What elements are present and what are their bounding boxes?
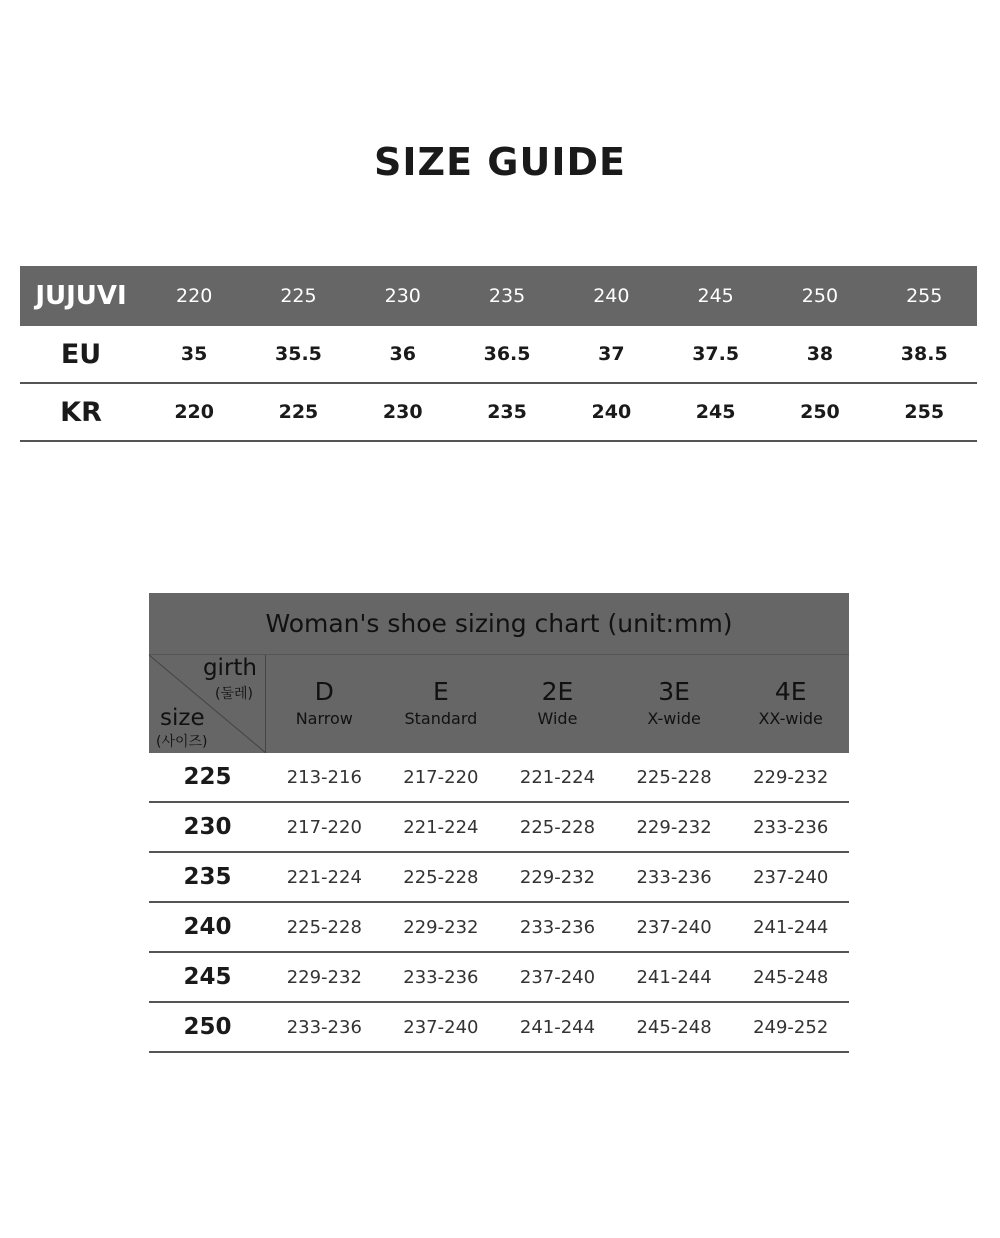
table-row [149,803,849,853]
width-name: XX-wide [758,709,823,728]
table-cell: 225-228 [403,866,479,888]
table-cell: 217-220 [403,766,479,788]
row-label: KR [60,396,102,428]
table-cell: 225 [278,401,319,423]
table-row [149,1003,849,1053]
table-cell: 229-232 [519,866,596,888]
row-size: 235 [183,864,232,890]
table-cell: 237-240 [753,866,829,888]
table-cell: 249-252 [753,1016,829,1038]
row-size: 245 [183,964,232,990]
row-size: 250 [183,1014,232,1040]
size-label: size [160,705,205,731]
width-name: Wide [537,709,578,728]
header-size: 235 [488,285,526,307]
sizing-chart-table [149,593,849,1053]
width-code: E [432,677,449,706]
table-cell: 213-216 [286,766,362,788]
column-header-d [266,655,383,753]
header-size: 230 [384,285,421,307]
chart-header-row [149,655,849,753]
table-cell: 237-240 [403,1016,479,1038]
table-cell: 233-236 [286,1016,362,1038]
table-cell: 233-236 [753,816,829,838]
table-cell: 36 [389,343,416,365]
table-cell: 237-240 [519,966,596,988]
table-cell: 233-236 [636,866,712,888]
table-cell: 233-236 [519,916,596,938]
table-cell: 220 [174,401,214,423]
table-cell: 245-248 [753,966,829,988]
table-cell: 37 [598,343,625,365]
header-size: 245 [697,285,734,307]
table-cell: 229-232 [286,966,362,988]
column-header-e [383,655,500,753]
column-header-3e [616,655,733,753]
table-cell: 229-232 [403,916,479,938]
table-cell: 241-244 [636,966,712,988]
table-cell: 38 [806,343,834,365]
brand-label: JUJUVI [35,281,127,311]
table-cell: 240 [591,401,632,423]
table-cell: 241-244 [519,1016,596,1038]
header-size: 225 [280,285,317,307]
width-name: X-wide [647,709,701,728]
table-row [149,753,849,803]
width-code: 4E [774,677,807,706]
row-size: 225 [183,764,232,790]
row-size: 230 [183,814,232,840]
header-size: 250 [801,285,839,307]
width-code: 3E [658,677,690,706]
table-cell: 235 [487,401,527,423]
row-label: EU [60,338,102,370]
girth-label: girth [202,655,257,681]
table-cell: 241-244 [753,916,829,938]
header-size: 240 [593,285,630,307]
corner-cell [149,655,266,753]
table-cell: 233-236 [403,966,479,988]
width-name: Standard [404,709,478,728]
table-cell: 250 [800,401,840,423]
table-cell: 35 [180,343,208,365]
conversion-row-eu [20,326,977,384]
header-size: 255 [906,285,943,307]
page-title: SIZE GUIDE [374,140,626,184]
table-row [149,953,849,1003]
conversion-header-row [20,266,977,326]
table-cell: 225-228 [636,766,712,788]
width-code: D [314,677,334,706]
table-cell: 35.5 [275,343,322,365]
table-cell: 245-248 [636,1016,712,1038]
table-cell: 225-228 [286,916,362,938]
table-cell: 237-240 [636,916,712,938]
width-code: 2E [541,677,574,706]
size-conversion-table [20,266,977,442]
table-cell: 229-232 [753,766,829,788]
table-row [149,853,849,903]
chart-title: Woman's shoe sizing chart (unit:mm) [149,593,849,655]
table-cell: 225-228 [519,816,596,838]
width-name: Narrow [295,709,353,728]
table-cell: 230 [382,401,423,423]
conversion-row-kr [20,384,977,442]
table-cell: 221-224 [286,866,362,888]
table-cell: 245 [695,401,736,423]
table-cell: 37.5 [692,343,740,365]
table-cell: 255 [904,401,945,423]
table-cell: 229-232 [636,816,712,838]
column-header-4e [732,655,849,753]
table-cell: 217-220 [286,816,362,838]
size-korean-label: (사이즈) [156,734,208,750]
table-row [149,903,849,953]
row-size: 240 [183,914,232,940]
table-cell: 38.5 [900,343,948,365]
table-cell: 221-224 [519,766,596,788]
column-header-2e [499,655,616,753]
girth-korean-label: (둘레) [215,686,253,702]
table-cell: 36.5 [483,343,531,365]
table-cell: 221-224 [403,816,479,838]
header-size: 220 [176,285,213,307]
